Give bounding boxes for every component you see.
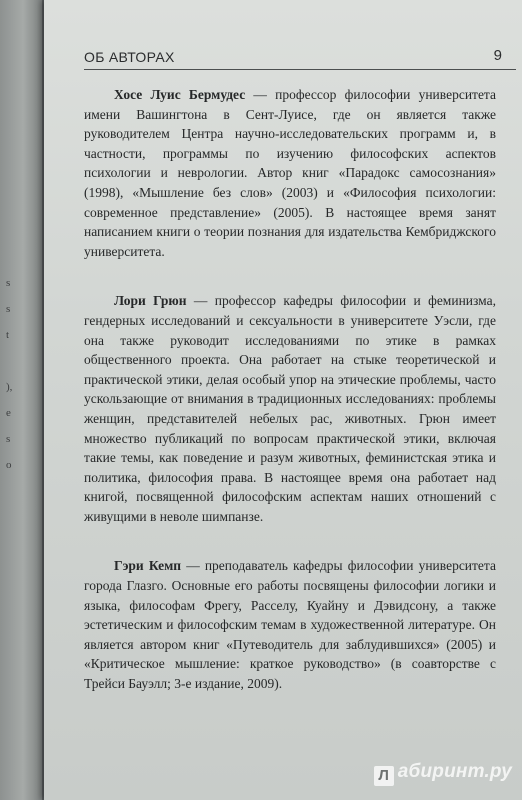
page-number: 9	[493, 47, 502, 64]
adjacent-page-edge	[0, 0, 42, 800]
book-page	[44, 0, 522, 800]
fragment: s	[6, 433, 11, 445]
running-header	[84, 49, 516, 70]
fragment: s	[6, 303, 11, 315]
labirint-watermark	[374, 761, 512, 786]
author-bio: — профессор кафедры философии и феминизма, гендерных исследований и сексуальности в университете Уэсли, где она также руководит исследованиями по этике в рамках общественного проекта. Она работает на стыке теоретической и практической этики, делая особый упор на этические проблемы, часто ускользающие от внимания в традиционных исследованиях: проблемы женщин, представителей небелых рас, животных. Грюн имеет множество публикаций по вопросам практической этики, включая такие темы, как поведение и разум животных, феминистская этика и политика, философия права. В настоящее время она работает над книгой, посвященной философским аспектам наших отношений с живущими в неволе шимпанзе.	[84, 293, 496, 524]
author-entry	[84, 556, 496, 693]
author-bio: — профессор философии университета имени Вашингтона в Сент-Луисе, где он является также руководителем Центра научно-исследовательских программ и, в частности, программы по изучению философских аспектов психологии и неврологии. Автор книг «Парадокс самосознания» (1998), «Мышление без слов» (2003) и «Философия психологии: современное представление» (2005). В настоящее время занят написанием книги о теории познания для издательства Кембриджского университета.	[84, 87, 496, 259]
watermark-text: абиринт.ру	[397, 761, 512, 782]
fragment: o	[6, 459, 12, 471]
fragment	[6, 348, 26, 374]
page-body	[84, 85, 496, 694]
fragment: t	[6, 329, 10, 341]
author-name: Хосе Луис Бермудес	[114, 87, 246, 102]
adjacent-page-text-fragments	[6, 270, 26, 478]
author-paragraph	[84, 85, 496, 261]
author-paragraph	[84, 556, 496, 693]
fragment: s	[6, 277, 11, 289]
fragment: ),	[6, 381, 13, 393]
author-paragraph	[84, 291, 496, 526]
fragment: e	[6, 407, 11, 419]
section-title: ОБ АВТОРАХ	[84, 49, 175, 65]
author-entry	[84, 291, 496, 526]
author-name: Лори Грюн	[114, 293, 187, 309]
author-entry	[84, 85, 496, 261]
author-bio: — преподаватель кафедры философии университета города Глазго. Основные его работы посвящены философии логики и языка, философам Фрегу, Расселу, Куайну и Дэвидсону, а также эстетическим и философским темам в художественной литературе. Он является автором книг «Путеводитель для заблудившихся» (2005) и «Критическое мышление: краткое руководство» (в соавторстве с Трейси Бауэлл; 3-е издание, 2009).	[84, 558, 496, 692]
labirint-logo-icon: Л	[374, 766, 394, 786]
author-name: Гэри Кемп	[114, 558, 182, 574]
